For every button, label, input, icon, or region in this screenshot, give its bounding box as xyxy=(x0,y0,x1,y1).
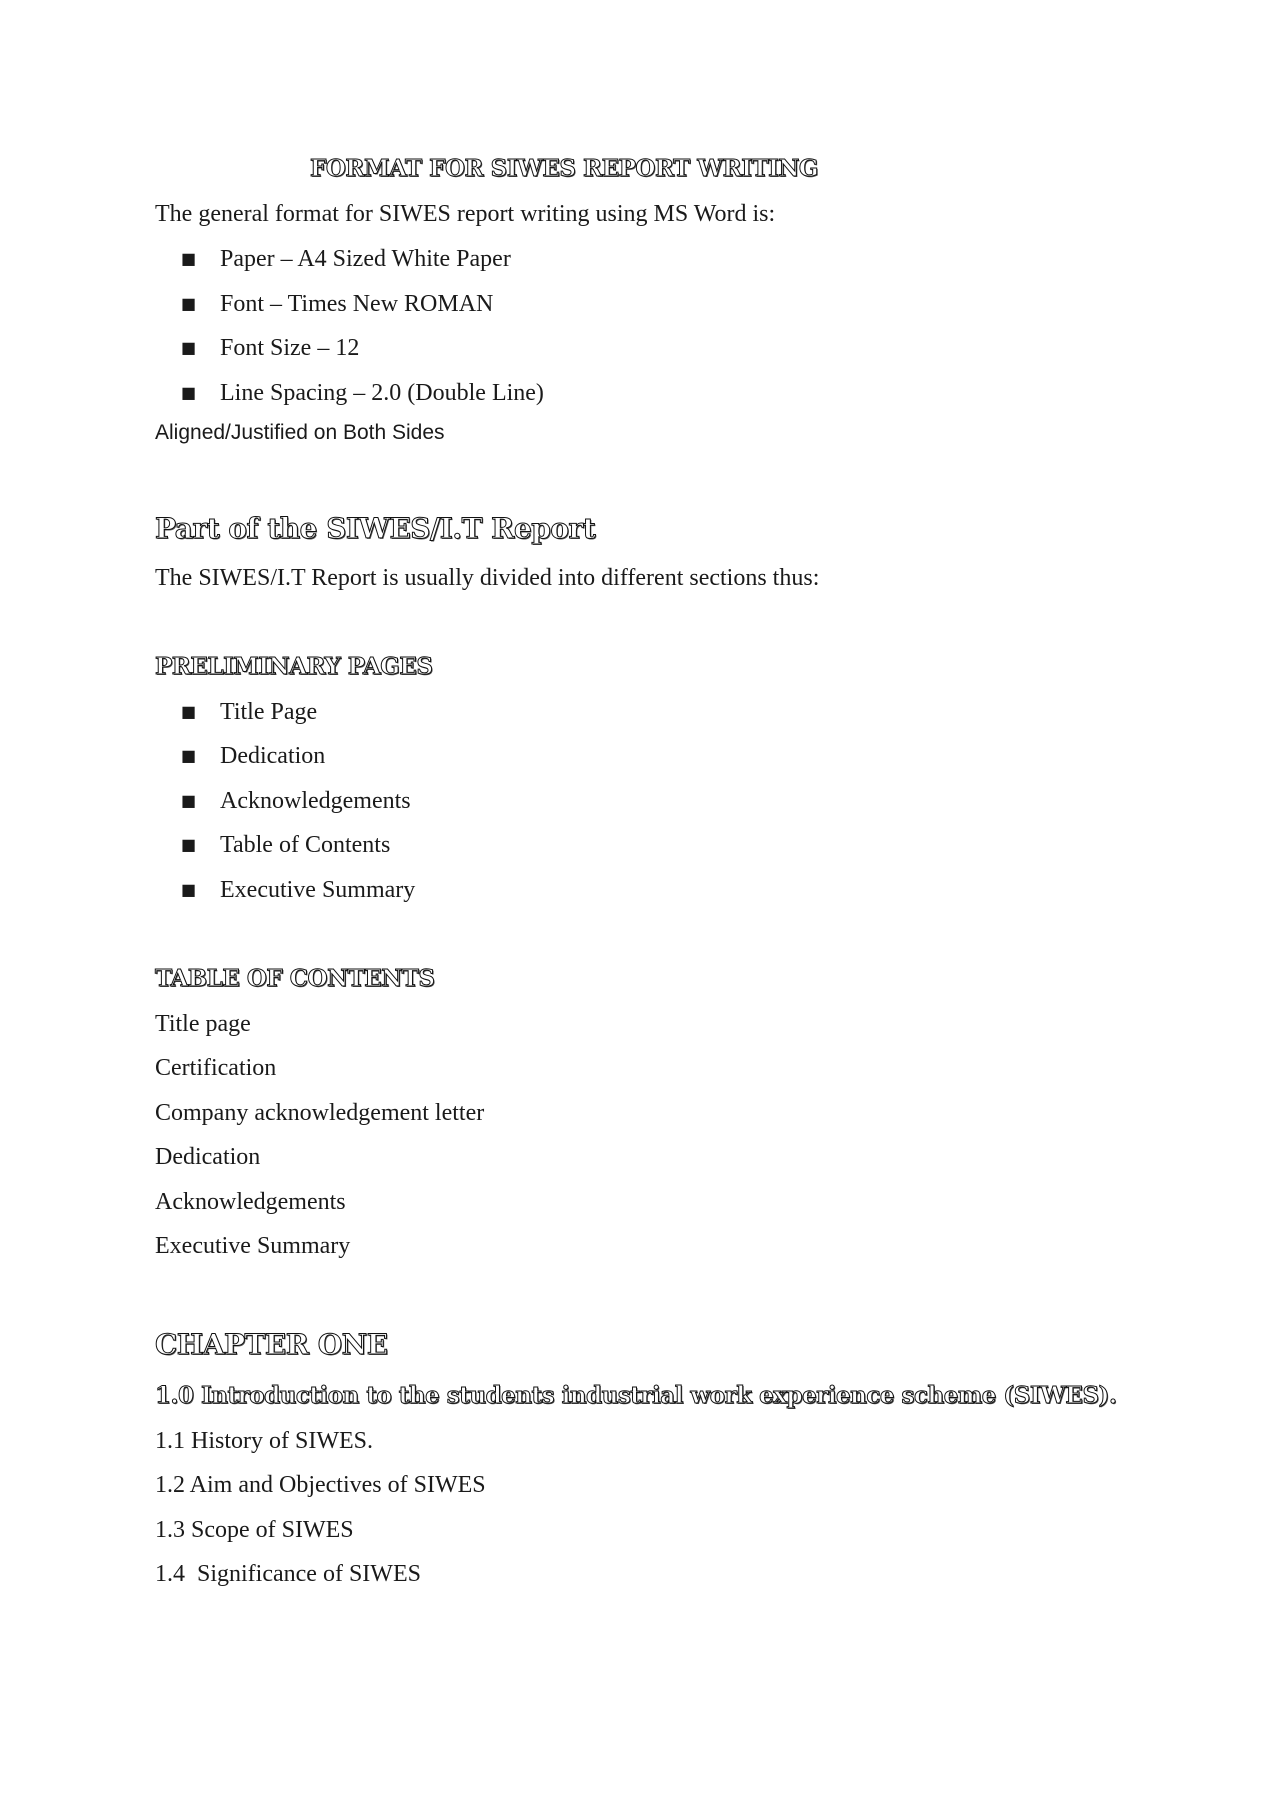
bullet-icon: ■ xyxy=(181,702,197,721)
bullet-icon: ■ xyxy=(181,338,197,357)
list-item: Table of Contents xyxy=(220,832,391,858)
list-item: Paper – A4 Sized White Paper xyxy=(220,246,511,272)
chapter-item: 1.2 Aim and Objectives of SIWES xyxy=(155,1472,486,1498)
intro-text: The general format for SIWES report writing using MS Word is: xyxy=(155,201,776,227)
alignment-note: Aligned/Justified on Both Sides xyxy=(155,421,445,444)
bullet-icon: ■ xyxy=(181,880,197,899)
list-item: Acknowledgements xyxy=(220,788,411,814)
toc-heading: TABLE OF CONTENTS xyxy=(155,965,435,992)
bullet-icon: ■ xyxy=(181,835,197,854)
bullet-icon: ■ xyxy=(181,791,197,810)
toc-item: Company acknowledgement letter xyxy=(155,1100,485,1126)
chapter-item: 1.1 History of SIWES. xyxy=(155,1428,373,1454)
parts-intro: The SIWES/I.T Report is usually divided into different sections thus: xyxy=(155,565,820,591)
page-title: FORMAT FOR SIWES REPORT WRITING xyxy=(310,155,819,182)
toc-item: Acknowledgements xyxy=(155,1189,346,1215)
list-item: Title Page xyxy=(220,699,318,725)
chapter-item: 1.3 Scope of SIWES xyxy=(155,1517,354,1543)
parts-heading: Part of the SIWES/I.T Report xyxy=(155,512,596,545)
list-item: Font Size – 12 xyxy=(220,335,360,361)
chapter-heading: CHAPTER ONE xyxy=(155,1328,388,1361)
bullet-icon: ■ xyxy=(181,294,197,313)
toc-item: Executive Summary xyxy=(155,1233,351,1259)
list-item: Line Spacing – 2.0 (Double Line) xyxy=(220,380,544,406)
list-item: Font – Times New ROMAN xyxy=(220,291,494,317)
toc-item: Title page xyxy=(155,1011,251,1037)
list-item: Executive Summary xyxy=(220,877,416,903)
chapter-intro: 1.0 Introduction to the students industrial work experience scheme (SIWES). xyxy=(155,1382,1117,1409)
preliminary-heading: PRELIMINARY PAGES xyxy=(155,653,433,680)
chapter-item: 1.4 Significance of SIWES xyxy=(155,1561,421,1587)
toc-item: Certification xyxy=(155,1055,277,1081)
toc-item: Dedication xyxy=(155,1144,261,1170)
list-item: Dedication xyxy=(220,743,326,769)
bullet-icon: ■ xyxy=(181,746,197,765)
bullet-icon: ■ xyxy=(181,249,197,268)
bullet-icon: ■ xyxy=(181,383,197,402)
